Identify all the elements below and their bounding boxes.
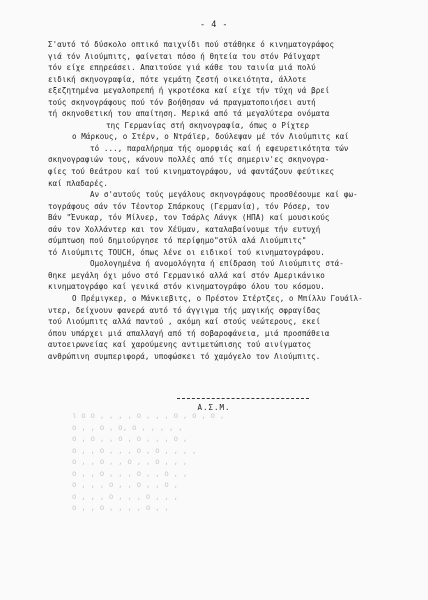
- closing-divider: [177, 398, 309, 399]
- text-line: κινηματογράφο καί γενικά στόν κινηματογράφο όλου του κόσμου.: [48, 282, 325, 292]
- bleed-line: ο , , ο , , , , ο , ,: [72, 503, 169, 513]
- text-line: γιά τόν Λιούμπιτς, φαίνεται πόσο ή θητεία του στόν Ράϊνχαρτ: [48, 51, 321, 61]
- bleed-line: ι ο ο , , , , ο , , , ο , ο , ο ,: [72, 411, 225, 420]
- text-line: Βάν "Ένυκαρ, τόν Μίλνερ, τον Τσάρλς Λάνγκ (ΗΠΑ) καί μουσικούς: [48, 213, 330, 223]
- text-line: εξεζητημένα μεγαλοπρεπή ή γκροτέσκα καί είχε τήν τύχη νά βρεί: [48, 86, 330, 96]
- text-line: Αν σ'αυτούς τούς μεγάλους σκηνογράφους προσθέσουμε καί φω-: [90, 190, 358, 200]
- text-line: Σ'αυτό τό δύσκολο οπτικό παιχνίδι πού στάθηκε ό κινηματογράφος: [48, 40, 335, 49]
- text-line: ειδική σκηνογραφία, πότε γεμάτη ζεστή οικειότητα, άλλοτε: [48, 74, 307, 84]
- text-line: θηκε μεγάλη όχι μόνο στό Γερμανικό αλλά καί στόν Αμερικάνικο: [48, 270, 325, 280]
- bleed-line: ο , ο , , ο , ο , , , ο ,: [72, 434, 188, 444]
- text-line: τόν είχε επηρεάσει. Απαιτούσε γιά κάθε του ταινία μιά πολύ: [48, 63, 316, 73]
- text-line: Ομολογημένα ή ανομολόγητα ή επίδραση τού Λιούμπιτς στά-: [90, 259, 344, 269]
- text-line: τογράφους σάν τόν Τέοντορ Σπάρκους (Γερμανία), τόν Ρόσερ, τον: [48, 201, 330, 211]
- text-line: ο Μάρκους, ο Στέρν, ο Ντράϊερ, δούλεψαν μέ τόν Λιούμπιτς καί: [72, 132, 349, 142]
- bleed-line: ο , , ο , , , ο , ο , , , ,: [72, 445, 197, 455]
- text-line: ανθρώπινη συμπεριφορά, υποφώσκει τό χαμόγελο τον Λιούμπιτς.: [48, 351, 321, 361]
- text-line: τή σκηνοθετική του απαίτηση. Μερικά από τά μεγαλύτερα ονόματα: [48, 109, 330, 119]
- text-line: τό ..., παραλήρημα τής ομορφιάς καί ή εφευρετικότητα τών: [90, 143, 349, 153]
- text-line: όπου υπάρχει μιά απαλλαγή από τή σοβαροφάνεια, μιά προσπάθεια: [48, 328, 330, 338]
- text-line: της Γερμανίας στή σκηνογραφία, όπως ο Ρίχτερ: [106, 120, 310, 130]
- text-line: τού Λιούμπιτς αλλά παντού , ακόμη καί στούς νεώτερους, εκεί: [48, 317, 321, 327]
- bleed-line: ο , , , ο , , , ο , , ,: [72, 491, 179, 501]
- text-line: Ο Πρέμιγκερ, ο Μάνκιεβιτς, ο Πρέστον Στέρτζες, ο Μπίλλυ Γουάϊλ-: [72, 294, 363, 304]
- text-line: φίες τού θεάτρου καί τού κινηματογράφου, νά φαντάζουν φεύτικες: [48, 167, 335, 177]
- text-line: τό Λιούμπιτς TOUCH, όπως λένε οι ειδικοί τού κινηματογράφου.: [48, 247, 325, 257]
- bleed-line: ο , , ο , ο, ο , , , , ,: [72, 422, 183, 432]
- text-line: καί πλαδαρές.: [48, 178, 108, 188]
- text-line: σάν τον Χολλάντερ και τον Χέϋμαν, καταλαβαίνουμε τήν ευτυχή: [48, 224, 321, 234]
- bleed-line: ο , , ο , , , ο , , ο , ,: [72, 468, 188, 478]
- bleed-line: ο , , ο , , ο , , ο , , ,: [72, 457, 188, 467]
- text-line: σκηνογραφιών τους, κάνουν πολλές από τίς σημεριν'ες σκηνογρα-: [48, 155, 330, 165]
- author-initials: Α.Σ.Μ.: [197, 403, 231, 412]
- text-line: αυτοειρωνείας καί χαρούμενης αντιμετώπισης τού αινίγματος: [48, 340, 312, 350]
- bleed-line: ο , , , ο , , ο , , ο ,: [72, 480, 179, 490]
- page-number: - 4 -: [199, 20, 229, 30]
- text-line: σύμπτωση πού δημιούργησε τό περίφημο"στύλ αλά Λιούμπιτς": [48, 236, 307, 246]
- text-line: τούς σκηνογράφους πού τόν βοήθησαν νά πραγματοποιήσει αυτή: [48, 97, 316, 107]
- body-text: [48, 39, 408, 362]
- text-line: ντερ, δείχνουν φανερά αυτό τό άγγιγμα τής μαγικής σφραγίδας: [48, 305, 321, 315]
- bleed-through-text: [72, 410, 392, 514]
